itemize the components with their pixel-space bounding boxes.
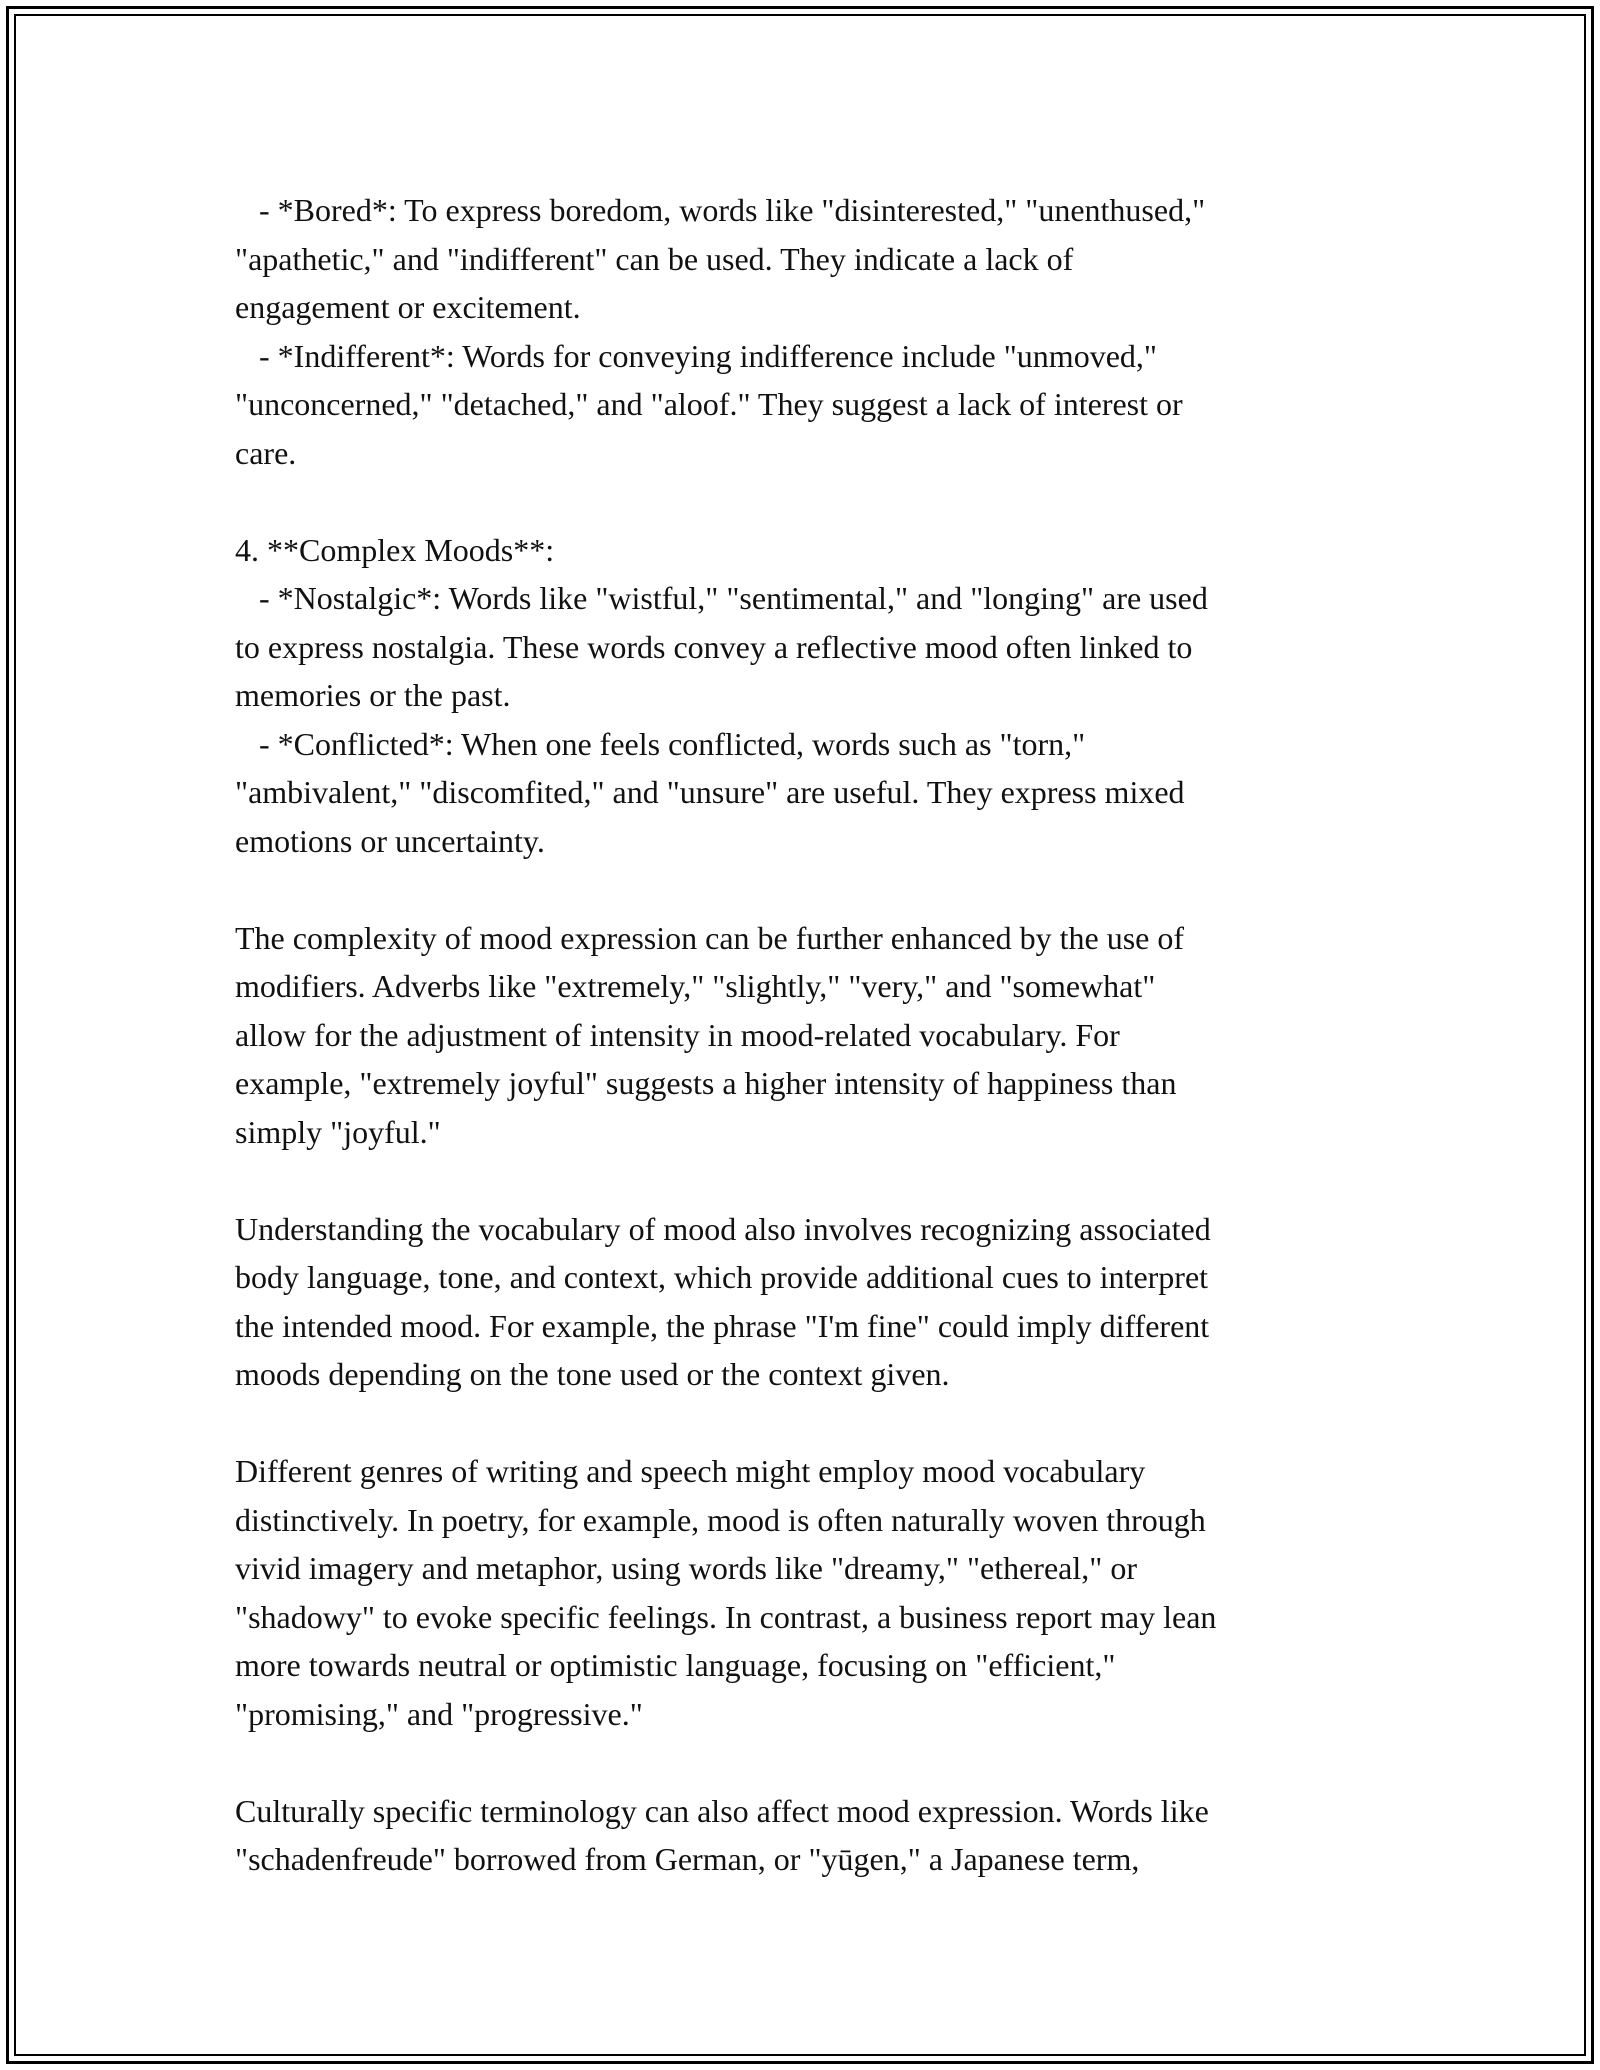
text-line: moods depending on the tone used or the context given. [235,1356,950,1392]
text-line: vivid imagery and metaphor, using words like "dreamy," "ethereal," or [235,1550,1137,1586]
text-line: emotions or uncertainty. [235,822,545,859]
text-line: more towards neutral or optimistic language, focusing on "efficient," [235,1647,1116,1683]
paragraph-gap [235,1399,1375,1448]
paragraph-gap [235,1738,1375,1787]
paragraph-gap [235,865,1375,914]
text-line: - *Indifferent*: Words for conveying indifference include "unmoved," [235,337,1157,374]
text-line: "unconcerned," "detached," and "aloof." They suggest a lack of interest or [235,386,1183,422]
text-line: example, "extremely joyful" suggests a higher intensity of happiness than [235,1065,1177,1101]
text-line: modifiers. Adverbs like "extremely," "slightly," "very," and "somewhat" [235,968,1156,1004]
text-line: memories or the past. [235,677,511,713]
paragraph-gap [235,1156,1375,1205]
text-line: simply "joyful." [235,1113,441,1150]
text-line: distinctively. In poetry, for example, mood is often naturally woven through [235,1501,1206,1538]
text-line: The complexity of mood expression can be further enhanced by the use of [235,919,1185,956]
paragraph-gap [235,477,1375,526]
text-line: to express nostalgia. These words convey a reflective mood often linked to [235,628,1193,665]
text-line: "shadowy" to evoke specific feelings. In contrast, a business report may lean [235,1598,1217,1635]
text-line: the intended mood. For example, the phrase "I'm fine" could imply different [235,1307,1210,1344]
text-line: "promising," and "progressive." [235,1695,643,1732]
text-line: allow for the adjustment of intensity in mood-related vocabulary. For [235,1016,1120,1053]
text-line: engagement or excitement. [235,289,581,325]
document-body [235,186,1375,1884]
text-line: - *Nostalgic*: Words like "wistful," "sentimental," and "longing" are used [235,580,1208,616]
text-line: - *Conflicted*: When one feels conflicted, words such as "torn," [235,725,1086,762]
text-line: Culturally specific terminology can also affect mood expression. Words like [235,1792,1209,1829]
text-line: care. [235,434,297,471]
section-heading: 4. **Complex Moods**: [235,531,555,568]
text-line: Understanding the vocabulary of mood also involves recognizing associated [235,1210,1211,1247]
text-line: "ambivalent," "discomfited," and "unsure" are useful. They express mixed [235,774,1185,810]
text-line: "apathetic," and "indifferent" can be used. They indicate a lack of [235,240,1074,277]
text-line: - *Bored*: To express boredom, words like "disinterested," "unenthused," [235,192,1206,228]
text-line: Different genres of writing and speech might employ mood vocabulary [235,1453,1146,1489]
text-line: "schadenfreude" borrowed from German, or "yūgen," a Japanese term, [235,1841,1140,1877]
text-line: body language, tone, and context, which provide additional cues to interpret [235,1259,1209,1295]
